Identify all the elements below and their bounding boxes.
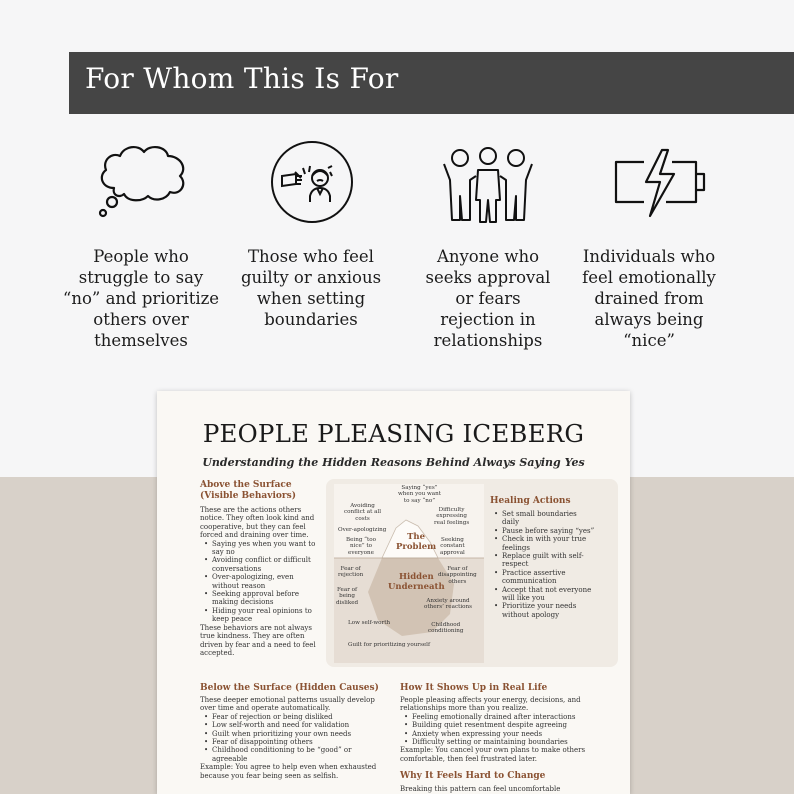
list-item: • Building quiet resentment despite agreeing [400,721,622,729]
below-surface-example: Example: You agree to help even when exhausted because you fear being seen as selfish. [200,763,377,780]
stressed-person-icon [262,140,362,224]
iceberg-problem-label: The Problem [396,532,437,552]
sheet-subtitle: Understanding the Hidden Reasons Behind Always Saying Yes [202,456,585,469]
list-item: • Prioritize your needs without apology [490,602,614,619]
list-item: • Childhood conditioning to be “good” or agreeable [200,746,395,763]
why-hard-intro: Breaking this pattern can feel uncomfortable [400,785,561,794]
worksheet-preview [157,391,630,794]
list-item: • Accept that not everyone will like you [490,586,614,603]
below-surface-intro: These deeper emotional patterns usually develop over time and operate automatically. [200,696,375,713]
above-surface-outro: These behaviors are not always true kindness. They are often driven by fear and a need to feel accepted. [200,623,316,657]
sheet-title: PEOPLE PLEASING ICEBERG [202,419,585,448]
list-item: • Difficulty setting or maintaining boundaries [400,738,622,746]
above-surface-intro: These are the actions others notice. They often look kind and cooperative, but they can feel forced and draining over time. [200,506,315,540]
above-surface-heading: Above the Surface (Visible Behaviors) [200,480,296,501]
shows-up-heading: How It Shows Up in Real Life [400,683,548,693]
list-item: • Low self-worth and need for validation [200,721,395,729]
below-surface-list [200,713,395,763]
banner [69,52,794,114]
list-item: • Fear of disappointing others [200,738,395,746]
below-surface-heading: Below the Surface (Hidden Causes) [200,683,379,693]
audience-text-2: Those who feel guilty or anxious when setting boundaries [240,247,382,329]
why-hard-heading: Why It Feels Hard to Change [400,771,546,782]
audience-text-4: Individuals who feel emotionally drained from always being “nice” [582,247,716,350]
list-item: • Avoiding conflict or difficult conversations [200,556,324,573]
list-item: • Pause before saying “yes” [490,527,614,535]
healing-actions-heading: Healing Actions [490,496,571,506]
list-item: • Saying yes when you want to say no [200,540,324,557]
iceberg-hidden-label: Hidden Underneath [388,572,445,592]
list-item: • Set small boundaries daily [490,510,614,527]
list-item: • Seeking approval before making decisions [200,590,324,607]
shows-up-list [400,713,622,747]
audience-text-1: People who struggle to say “no” and prioritize others over themselves [62,247,220,350]
healing-actions-list [490,510,614,619]
thought-cloud-icon [90,140,190,224]
shows-up-example: Example: You cancel your own plans to make others comfortable, then feel frustrated later. [400,746,586,763]
list-item: • Replace guilt with self- respect [490,552,614,569]
banner-title: For Whom This Is For [85,62,399,95]
list-item: • Guilt when prioritizing your own needs [200,730,395,738]
list-item: • Check in with your true feelings [490,535,614,552]
below-surface-section [200,683,395,780]
shows-up-section [400,683,622,794]
audience-text-3: Anyone who seeks approval or fears rejection in relationships [425,247,551,350]
list-item: • Over-apologizing, even without reason [200,573,324,590]
list-item: • Fear of rejection or being disliked [200,713,395,721]
group-people-icon [438,140,538,224]
list-item: • Feeling emotionally drained after interactions [400,713,622,721]
low-battery-icon [610,140,710,224]
iceberg-card: Saying “yes” when you want to say “no” Avoiding conflict at all costs Difficulty expressing real feelings Over-apologizing Being “too nice” to everyone Seeking constant approval The Problem Fear of rejection Fear of disappointing others Hidden Underneath Fear of being disliked Anxiety around others’ reactions Low self-worth Childhood conditioning Guilt for prioritizing yourself Healing Actions • Set small boundaries daily • Pause before saying “yes” • Check in with your true feelings • Replace guilt with self- respect • Practice assertive communication • Accept that not everyone will like you • Prioritize your needs without apology [326,479,618,667]
list-item: • Anxiety when expressing your needs [400,730,622,738]
list-item: • Hiding your real opinions to keep peace [200,607,324,624]
above-surface-section [200,480,324,657]
healing-actions-section [490,496,614,619]
shows-up-intro: People pleasing affects your energy, decisions, and relationships more than you realize. [400,696,581,713]
list-item: • Practice assertive communication [490,569,614,586]
above-surface-list [200,540,324,624]
